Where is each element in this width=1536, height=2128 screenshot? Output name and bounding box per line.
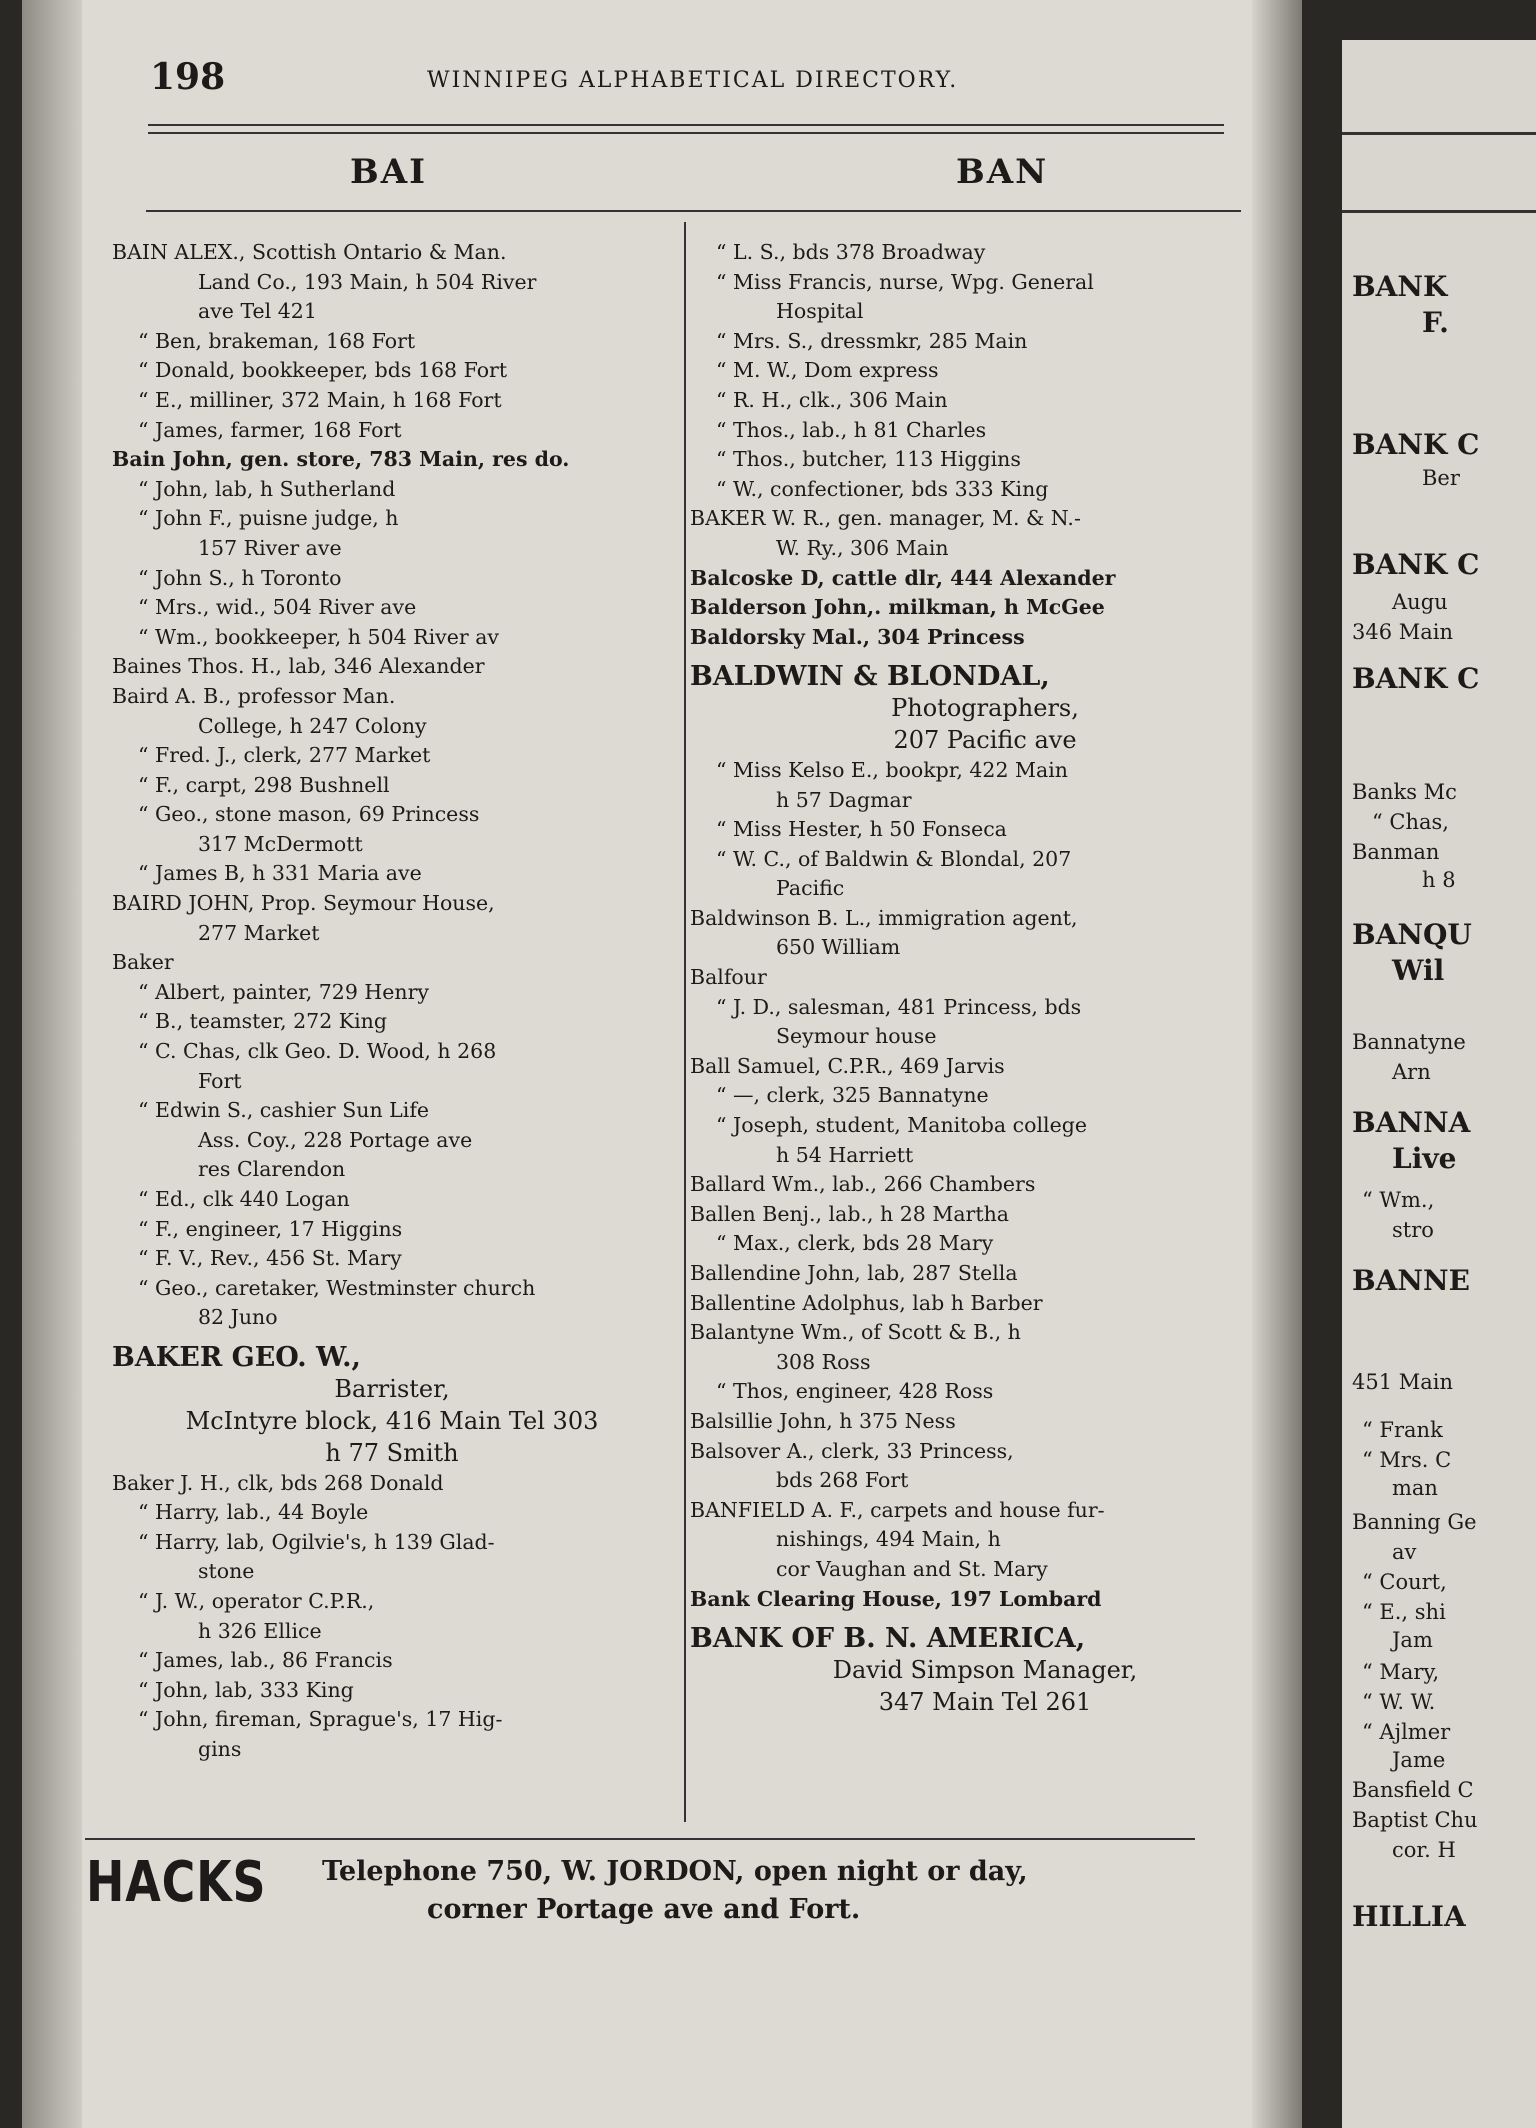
directory-entry: Balcoske D, cattle dlr, 444 Alexander (690, 565, 1116, 590)
directory-entry: “ J. D., salesman, 481 Princess, bds (716, 994, 1082, 1019)
adjacent-page-text: 346 Main (1352, 620, 1454, 644)
directory-entry: “ W., confectioner, bds 333 King (716, 476, 1049, 501)
directory-page (22, 0, 1302, 2128)
directory-entry: Balantyne Wm., of Scott & B., h (690, 1320, 1021, 1345)
adjacent-page-text: Jam (1392, 1628, 1433, 1652)
adjacent-page-text: stro (1392, 1218, 1434, 1242)
adjacent-page-text: HILLIA (1352, 1900, 1466, 1933)
directory-entry: nishings, 494 Main, h (776, 1527, 1001, 1552)
directory-entry: “ James, farmer, 168 Fort (138, 417, 402, 442)
directory-entry: BAIRD JOHN, Prop. Seymour House, (112, 891, 495, 916)
adjacent-page-text: “ Chas, (1372, 810, 1449, 834)
right-column (690, 238, 1280, 1718)
directory-entry: “ Miss Kelso E., bookpr, 422 Main (716, 757, 1068, 782)
adjacent-page-rule (1342, 210, 1536, 213)
directory-entry: College, h 247 Colony (198, 713, 427, 738)
adjacent-page-text: BANK C (1352, 662, 1480, 695)
directory-entry: Bain John, gen. store, 783 Main, res do. (112, 447, 570, 472)
directory-entry: 277 Market (198, 920, 320, 945)
directory-entry: Ballard Wm., lab., 266 Chambers (690, 1172, 1036, 1197)
directory-entry: “ Geo., stone mason, 69 Princess (138, 802, 480, 827)
directory-entry: “ John S., h Toronto (138, 565, 342, 590)
directory-entry: “ Max., clerk, bds 28 Mary (716, 1231, 994, 1256)
page-title: WINNIPEG ALPHABETICAL DIRECTORY. (427, 68, 959, 93)
directory-entry: cor Vaughan and St. Mary (776, 1556, 1048, 1581)
directory-entry: 650 William (776, 935, 901, 960)
directory-entry: BANFIELD A. F., carpets and house fur- (690, 1497, 1105, 1522)
directory-entry: Balsover A., clerk, 33 Princess, (690, 1438, 1014, 1463)
directory-entry: “ Ben, brakeman, 168 Fort (138, 328, 416, 353)
adjacent-page-text: man (1392, 1476, 1438, 1500)
advert-line-2: corner Portage ave and Fort. (427, 1894, 861, 1925)
column-heading-rule (146, 210, 1241, 212)
directory-entry: Ballendine John, lab, 287 Stella (690, 1261, 1018, 1285)
directory-entry: “ Miss Hester, h 50 Fonseca (716, 817, 1007, 842)
directory-entry: 82 Juno (198, 1305, 278, 1330)
directory-entry: “ Miss Francis, nurse, Wpg. General (716, 269, 1094, 294)
adjacent-page-text: “ Mary, (1362, 1660, 1440, 1684)
adjacent-page-text: Live (1392, 1142, 1457, 1175)
adjacent-page-text: BANNE (1352, 1264, 1470, 1297)
directory-entry: ave Tel 421 (198, 299, 317, 324)
directory-entry: “ Ed., clk 440 Logan (138, 1187, 350, 1211)
directory-entry: Baker (112, 950, 174, 975)
adjacent-page-text: F. (1422, 306, 1449, 339)
advert-line-1: Telephone 750, W. JORDON, open night or day, (322, 1856, 1028, 1887)
adjacent-page-text: Banman (1352, 840, 1440, 864)
directory-entry: Photographers, (891, 693, 1079, 722)
adjacent-page-text: Wil (1392, 954, 1445, 987)
adjacent-page-text: Ber (1422, 466, 1460, 490)
adjacent-page-text: “ Ajlmer (1362, 1720, 1451, 1744)
directory-entry: Balfour (690, 965, 767, 990)
directory-entry: “ Edwin S., cashier Sun Life (138, 1098, 430, 1123)
column-divider (684, 222, 686, 1822)
directory-entry: BANK OF B. N. AMERICA, (690, 1623, 1086, 1655)
directory-entry: “ M. W., Dom express (716, 358, 939, 383)
directory-entry: Baldwinson B. L., immigration agent, (690, 905, 1078, 930)
directory-entry: 347 Main Tel 261 (878, 1687, 1092, 1716)
directory-entry: “ Harry, lab., 44 Boyle (138, 1500, 369, 1525)
directory-entry: “ Harry, lab, Ogilvie's, h 139 Glad- (138, 1529, 495, 1554)
directory-entry: “ James B, h 331 Maria ave (138, 861, 422, 886)
directory-entry: BAKER GEO. W., (112, 1341, 361, 1373)
directory-entry: “ John, lab, 333 King (138, 1677, 354, 1702)
left-column (112, 238, 672, 1765)
directory-entry: “ R. H., clk., 306 Main (716, 387, 948, 412)
directory-entry: Ballentine Adolphus, lab h Barber (690, 1290, 1043, 1315)
adjacent-page-text: Arn (1392, 1060, 1431, 1084)
adjacent-page-rule (1342, 132, 1536, 135)
page-gutter-shadow (22, 0, 82, 2128)
directory-entry: Fort (198, 1068, 242, 1093)
directory-entry: “ Mrs. S., dressmkr, 285 Main (716, 328, 1028, 353)
directory-entry: Bank Clearing House, 197 Lombard (690, 1586, 1102, 1611)
directory-entry: “ B., teamster, 272 King (138, 1009, 387, 1034)
adjacent-page-text: BANNA (1352, 1106, 1471, 1139)
directory-entry: “ F. V., Rev., 456 St. Mary (138, 1246, 402, 1271)
adjacent-page-text: Bannatyne (1352, 1030, 1466, 1054)
directory-entry: gins (198, 1736, 242, 1761)
directory-entry: Ball Samuel, C.P.R., 469 Jarvis (690, 1053, 1005, 1078)
directory-entry: “ F., engineer, 17 Higgins (138, 1216, 403, 1241)
adjacent-page-text: Augu (1392, 590, 1448, 614)
adjacent-page-text: “ W. W. (1362, 1690, 1436, 1714)
directory-entry: Hospital (776, 299, 864, 324)
right-column-heading: BAN (956, 152, 1049, 192)
directory-entry: “ W. C., of Baldwin & Blondal, 207 (716, 846, 1072, 871)
adjacent-page-text: Banning Ge (1352, 1510, 1477, 1534)
directory-entry: “ L. S., bds 378 Broadway (716, 240, 986, 264)
directory-entry: Balderson John,. milkman, h McGee (690, 595, 1105, 620)
page-number: 198 (150, 56, 226, 98)
directory-entry: Baldorsky Mal., 304 Princess (690, 624, 1025, 649)
adjacent-page-text: Banks Mc (1352, 780, 1457, 804)
directory-entry: Baird A. B., professor Man. (112, 683, 396, 708)
directory-entry: “ Thos., lab., h 81 Charles (716, 417, 987, 442)
directory-entry: Ballen Benj., lab., h 28 Martha (690, 1201, 1010, 1226)
directory-entry: Baines Thos. H., lab, 346 Alexander (112, 654, 485, 679)
directory-entry: “ John, fireman, Sprague's, 17 Hig- (138, 1707, 503, 1732)
directory-entry: David Simpson Manager, (832, 1655, 1138, 1684)
directory-entry: “ Albert, painter, 729 Henry (138, 979, 429, 1004)
adjacent-page-text: h 8 (1422, 868, 1456, 892)
directory-entry: 317 McDermott (198, 831, 363, 856)
advert-rule (85, 1838, 1195, 1840)
adjacent-page-text: 451 Main (1352, 1370, 1454, 1394)
directory-entry: Balsillie John, h 375 Ness (690, 1408, 956, 1433)
directory-entry: BALDWIN & BLONDAL, (690, 661, 1050, 693)
directory-entry: “ E., milliner, 372 Main, h 168 Fort (138, 387, 502, 412)
directory-entry: “ F., carpt, 298 Bushnell (138, 772, 390, 797)
adjacent-page-text: BANK C (1352, 428, 1480, 461)
directory-entry: BAIN ALEX., Scottish Ontario & Man. (112, 240, 507, 264)
directory-entry: “ Thos., butcher, 113 Higgins (716, 447, 1021, 472)
adjacent-page-edge (1342, 40, 1536, 2128)
directory-entry: 207 Pacific ave (893, 725, 1077, 754)
directory-entry: “ John F., puisne judge, h (138, 506, 399, 531)
directory-entry: “ Thos, engineer, 428 Ross (716, 1379, 994, 1404)
directory-entry: h 77 Smith (325, 1438, 459, 1467)
directory-entry: Land Co., 193 Main, h 504 River (198, 269, 537, 294)
advert-brand: HACKS (86, 1850, 267, 1915)
adjacent-page-text: “ Frank (1362, 1418, 1443, 1442)
directory-entry: h 57 Dagmar (776, 787, 912, 812)
adjacent-page-text: Jame (1392, 1748, 1446, 1772)
adjacent-page-text: av (1392, 1540, 1417, 1564)
directory-entry: “ C. Chas, clk Geo. D. Wood, h 268 (138, 1039, 497, 1064)
directory-entry: bds 268 Fort (776, 1468, 909, 1493)
adjacent-page-text: “ Wm., (1362, 1188, 1435, 1212)
directory-entry: Barrister, (334, 1374, 450, 1403)
directory-entry: res Clarendon (198, 1157, 346, 1182)
directory-entry: 308 Ross (776, 1349, 871, 1374)
adjacent-page-text: cor. H (1392, 1838, 1456, 1862)
adjacent-page-text: “ Mrs. C (1362, 1448, 1452, 1472)
directory-entry: “ Mrs., wid., 504 River ave (138, 595, 417, 620)
adjacent-page-text: “ E., shi (1362, 1600, 1446, 1624)
directory-entry: “ John, lab, h Sutherland (138, 476, 396, 501)
directory-entry: 157 River ave (198, 535, 342, 560)
directory-entry: “ Geo., caretaker, Westminster church (138, 1275, 536, 1300)
adjacent-page-text: Bansfield C (1352, 1778, 1474, 1802)
directory-entry: Ass. Coy., 228 Portage ave (198, 1127, 473, 1152)
directory-entry: Baker J. H., clk, bds 268 Donald (112, 1470, 444, 1495)
directory-entry: stone (198, 1559, 255, 1584)
directory-entry: “ Wm., bookkeeper, h 504 River av (138, 624, 499, 649)
directory-entry: Seymour house (776, 1024, 937, 1049)
header-rule (148, 124, 1224, 134)
adjacent-page-text: BANK C (1352, 548, 1480, 581)
directory-entry: “ James, lab., 86 Francis (138, 1648, 393, 1673)
directory-entry: h 326 Ellice (198, 1618, 322, 1643)
directory-entry: “ J. W., operator C.P.R., (138, 1588, 375, 1613)
directory-entry: Pacific (776, 876, 845, 901)
adjacent-page-text: BANQU (1352, 918, 1472, 951)
directory-entry: h 54 Harriett (776, 1142, 914, 1167)
adjacent-page-text: Baptist Chu (1352, 1808, 1478, 1832)
directory-entry: “ —, clerk, 325 Bannatyne (716, 1083, 989, 1108)
adjacent-page-text: “ Court, (1362, 1570, 1447, 1594)
directory-entry: “ Joseph, student, Manitoba college (716, 1113, 1087, 1138)
left-column-heading: BAI (350, 152, 428, 192)
adjacent-page-text: BANK (1352, 270, 1448, 303)
directory-entry: W. Ry., 306 Main (776, 535, 949, 560)
directory-entry: BAKER W. R., gen. manager, M. & N.- (690, 506, 1081, 531)
directory-entry: “ Fred. J., clerk, 277 Market (138, 743, 431, 768)
directory-entry: “ Donald, bookkeeper, bds 168 Fort (138, 358, 508, 383)
directory-entry: McIntyre block, 416 Main Tel 303 (185, 1406, 599, 1435)
